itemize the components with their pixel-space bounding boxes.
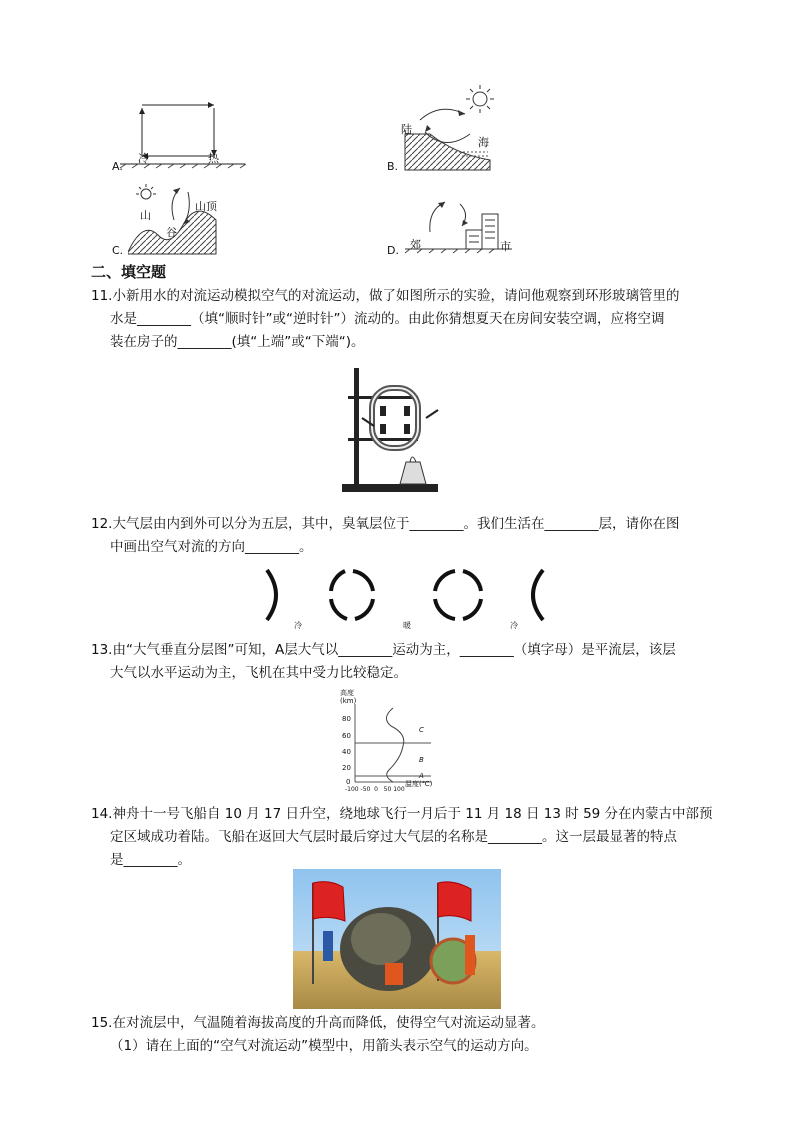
q12-cold-label-1: 冷 [294, 621, 302, 630]
q11-line2: 水是________（填“顺时针”或“逆时针”）流动的。由此你猜想夏天在房间安装空调，应将空调 [110, 311, 665, 327]
q14-line1: 14.神舟十一号飞船自 10 月 17 日升空，绕地球飞行一月后于 11 月 18 日 13 时 59 分在内蒙古中部预 [91, 806, 713, 822]
q14-line2: 定区域成功着陆。飞船在返回大气层时最后穿过大气层的名称是________。这一层最显著的特点 [110, 829, 677, 845]
chart-xticks: -100 -50 0 50 100 [345, 786, 405, 793]
convection-apparatus-figure [340, 366, 450, 496]
option-c-peak-label: 山顶 [195, 200, 217, 213]
chart-ytick: 60 [342, 732, 351, 740]
q12-line1: 12.大气层由内到外可以分为五层，其中，臭氧层位于________。我们生活在________层，请你在图 [91, 516, 680, 532]
option-b-figure [400, 82, 510, 172]
q14-line3: 是________。 [110, 852, 191, 868]
option-d-letter: D. [387, 244, 399, 257]
option-b-sea-label: 海 [478, 136, 489, 149]
option-a-letter: A. [112, 160, 123, 173]
chart-layer-label: C [419, 726, 424, 734]
option-b-land-label: 陆 [401, 123, 412, 136]
q13-line2: 大气以水平运动为主，飞机在其中受力比较稳定。 [110, 665, 407, 681]
q11-line3: 装在房子的________(填“上端”或“下端“)。 [110, 334, 365, 350]
option-a-cold-label: 冷 [138, 152, 149, 165]
q15-line2: （1）请在上面的“空气对流运动”模型中，用箭头表示空气的运动方向。 [110, 1038, 538, 1054]
chart-ytick: 20 [342, 764, 351, 772]
q15-line1: 15.在对流层中，气温随着海拔高度的升高而降低，使得空气对流运动显著。 [91, 1015, 545, 1031]
option-a-figure [110, 98, 250, 172]
convection-rings-figure [255, 565, 555, 625]
option-b-letter: B. [387, 160, 399, 173]
option-c-letter: C. [112, 244, 124, 257]
option-a-hot-label: 热 [208, 152, 219, 165]
chart-ytick: 80 [342, 715, 351, 723]
section-title: 二、填空题 [91, 263, 167, 281]
chart-ytick: 40 [342, 748, 351, 756]
q13-line1: 13.由“大气垂直分层图”可知，A层大气以________运动为主，________（填字母）是平流层，该层 [91, 642, 676, 658]
landing-capsule-photo [293, 869, 501, 1009]
option-c-valley-label: 谷 [166, 226, 177, 239]
chart-xlabel: 温度(℃) [405, 780, 433, 788]
chart-ylabel-unit: (km) [340, 697, 357, 705]
q11-line1: 11.小新用水的对流运动模拟空气的对流运动，做了如图所示的实验，请问他观察到环形玻璃管里的 [91, 288, 680, 304]
option-c-mountain-label: 山 [140, 209, 151, 222]
chart-ylabel-height: 高度 [340, 689, 354, 697]
chart-layer-label: A [419, 772, 424, 780]
atmosphere-layer-chart [335, 688, 435, 793]
option-d-city-label: 市 [500, 240, 511, 253]
chart-ytick: 0 [346, 778, 351, 786]
chart-layer-label: B [419, 756, 424, 764]
option-d-suburb-label: 郊 [410, 238, 421, 251]
q12-cold-label-2: 冷 [510, 621, 518, 630]
q12-line2: 中画出空气对流的方向________。 [110, 539, 313, 555]
q12-warm-label: 暖 [403, 621, 411, 630]
